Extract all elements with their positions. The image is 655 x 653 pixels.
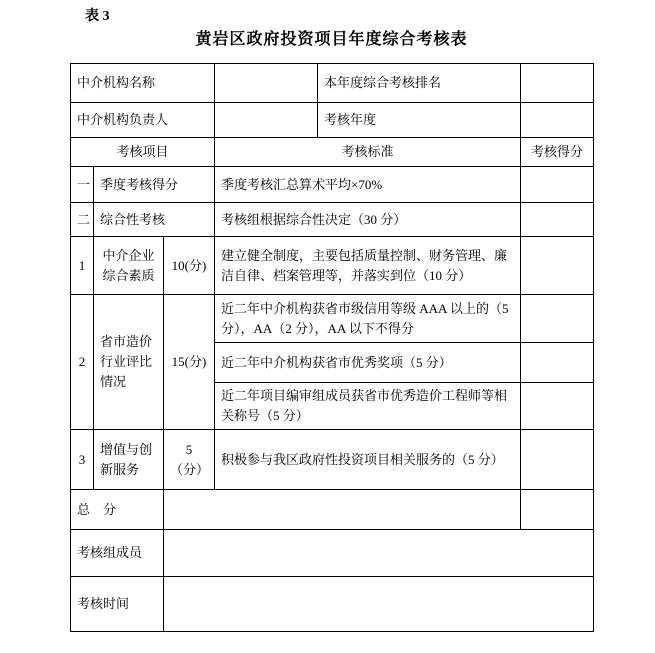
total-score-input-cell[interactable] <box>521 490 594 530</box>
row-standard-text: 积极参与我区政府性投资项目相关服务的（5 分） <box>215 430 521 490</box>
header-standard: 考核标准 <box>215 138 521 167</box>
table-row <box>71 203 594 237</box>
row-points-label: 15(分) <box>164 295 215 430</box>
total-row <box>71 490 594 530</box>
assess-time-input-cell[interactable] <box>164 577 594 632</box>
annual-ranking-input-cell[interactable] <box>521 64 594 103</box>
table-row <box>71 103 594 138</box>
table-row <box>71 577 594 632</box>
row-standard-text: 近二年项目编审组成员获省市优秀造价工程师等相关称号（5 分） <box>215 383 521 430</box>
total-score-label: 总 分 <box>71 490 164 530</box>
row-number: 3 <box>71 430 94 490</box>
agency-name-input-cell[interactable] <box>215 64 318 103</box>
table-row <box>71 167 594 203</box>
table-row <box>71 64 594 103</box>
row-number: 1 <box>71 237 94 295</box>
row-item-label: 综合性考核 <box>94 203 215 237</box>
score-input-cell[interactable] <box>521 430 594 490</box>
table-row <box>71 237 594 295</box>
header-item: 考核项目 <box>71 138 215 167</box>
table-number-label: 表 3 <box>85 9 110 24</box>
row-standard-text: 近二年中介机构获省市优秀奖项（5 分） <box>215 343 521 383</box>
row-standard-text: 季度考核汇总算术平均×70% <box>215 167 521 203</box>
group-members-label: 考核组成员 <box>71 530 164 577</box>
score-input-cell[interactable] <box>521 295 594 343</box>
row-item-label: 省市造价行业评比情况 <box>94 295 164 430</box>
row-item-label: 中介企业综合素质 <box>94 237 164 295</box>
agency-leader-label: 中介机构负责人 <box>71 103 215 138</box>
score-input-cell[interactable] <box>521 383 594 430</box>
score-input-cell[interactable] <box>521 343 594 383</box>
header-score: 考核得分 <box>521 138 594 167</box>
page-title: 黄岩区政府投资项目年度综合考核表 <box>195 31 468 48</box>
table-row <box>71 530 594 577</box>
agency-name-label: 中介机构名称 <box>71 64 215 103</box>
assess-year-input-cell[interactable] <box>521 103 594 138</box>
row-number: 一 <box>71 167 94 203</box>
group-members-input-cell[interactable] <box>164 530 594 577</box>
row-standard-text: 建立健全制度，主要包括质量控制、财务管理、廉洁自律、档案管理等，并落实到位（10 分） <box>215 237 521 295</box>
row-item-label: 季度考核得分 <box>94 167 215 203</box>
assessment-table <box>70 63 594 632</box>
table-row <box>71 295 594 343</box>
table-row <box>71 430 594 490</box>
row-item-label: 增值与创新服务 <box>94 430 164 490</box>
row-points-label: 10(分) <box>164 237 215 295</box>
agency-leader-input-cell[interactable] <box>215 103 318 138</box>
score-input-cell[interactable] <box>521 167 594 203</box>
row-points-label: 5（分） <box>164 430 215 490</box>
assess-year-label: 考核年度 <box>318 103 521 138</box>
row-number: 二 <box>71 203 94 237</box>
total-input-cell[interactable] <box>164 490 521 530</box>
table-header-row <box>71 138 594 167</box>
row-number: 2 <box>71 295 94 430</box>
row-standard-text: 近二年中介机构获省市级信用等级 AAA 以上的（5 分），AA（2 分），AA 以下不得分 <box>215 295 521 343</box>
annual-ranking-label: 本年度综合考核排名 <box>318 64 521 103</box>
row-standard-text: 考核组根据综合性决定（30 分） <box>215 203 521 237</box>
score-input-cell[interactable] <box>521 203 594 237</box>
assess-time-label: 考核时间 <box>71 577 164 632</box>
score-input-cell[interactable] <box>521 237 594 295</box>
